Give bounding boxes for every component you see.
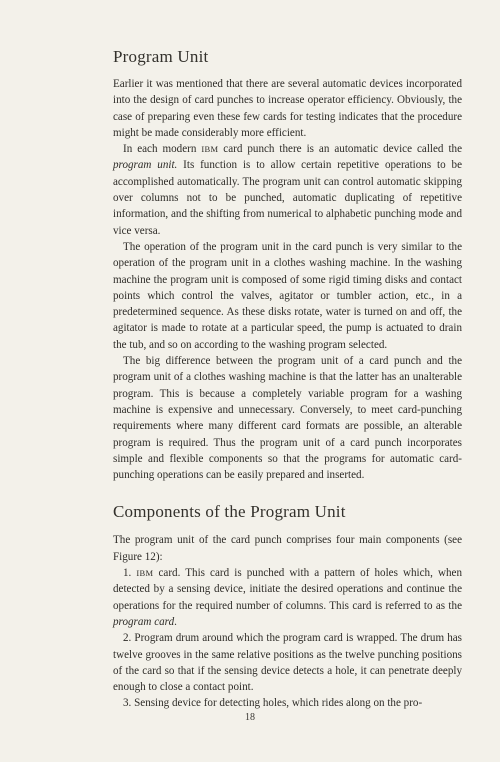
section-heading-components: Components of the Program Unit	[113, 502, 346, 522]
page-number: 18	[245, 712, 255, 723]
section-heading-program-unit: Program Unit	[113, 47, 209, 66]
paragraph-difference: The big difference between the program unit of a card punch and the program unit of a clothes washing machine is that the latter has an unalterable program. This is because a completely variable program for a washing machine is expensive and unnecessary. Conversely, to meet card-punching requirements where many different card formats are possible, an alterable program is required. Thus the program unit of a card punch incorporates simple and flexible components so that the programs for automatic card-punching operations can be easily prepared and inserted.	[113, 355, 462, 482]
page-body	[113, 46, 462, 712]
paragraph-intro: Earlier it was mentioned that there are several automatic devices incorporated into the design of card punches to increase operator efficiency. Obviously, the case of preparing even these few cards for testing indicates that the procedure might be made considerably more efficient.	[113, 78, 462, 139]
emphasis-program-unit: program unit.	[113, 159, 178, 172]
list-item-sensing-device: 3. Sensing device for detecting holes, which rides along on the pro-	[123, 697, 423, 710]
list-item-program-drum: 2. Program drum around which the program card is wrapped. The drum has twelve grooves in the same relative positions as the twelve punching positions of the card so that if the sensing device detects a hole, it can penetrate deeply enough to close a contact point.	[113, 632, 462, 694]
section-program-unit-text	[113, 76, 462, 483]
ibm-smallcaps: IBM	[201, 144, 219, 155]
list-item-ibm-card: 1. IBM card. This card is punched with a pattern of holes which, when detected by a sensing device, initiate the desired operations and continue the operations for the required number of columns. This card is referred to as the program card.	[113, 567, 462, 628]
paragraph-components-intro: The program unit of the card punch comprises four main components (see Figure 12):	[113, 534, 462, 563]
emphasis-program-card: program card	[113, 615, 175, 628]
section-components-text	[113, 532, 462, 711]
ibm-smallcaps: IBM	[136, 568, 154, 579]
paragraph-washing-machine: The operation of the program unit in the card punch is very similar to the operation of the program unit in a clothes washing machine. In the washing machine the program unit is composed of some rigid timing disks and contact points which control the valves, agitator or tumbler action, etc., in a predetermined sequence. As these disks rotate, water is turned on and off, the agitator is made to rotate at a particular speed, the pump is actuated to drain the tub, and so on according to the washing program selected.	[113, 240, 462, 351]
paragraph-program-unit-definition: In each modern IBM card punch there is an automatic device called the program unit. Its function is to allow certain repetitive operations to be accomplished automatically. The program unit can control automatic skipping over columns not to be punched, automatic duplicating of repetitive information, and the shifting from numerical to alphabetic punching mode and vice versa.	[113, 143, 462, 237]
